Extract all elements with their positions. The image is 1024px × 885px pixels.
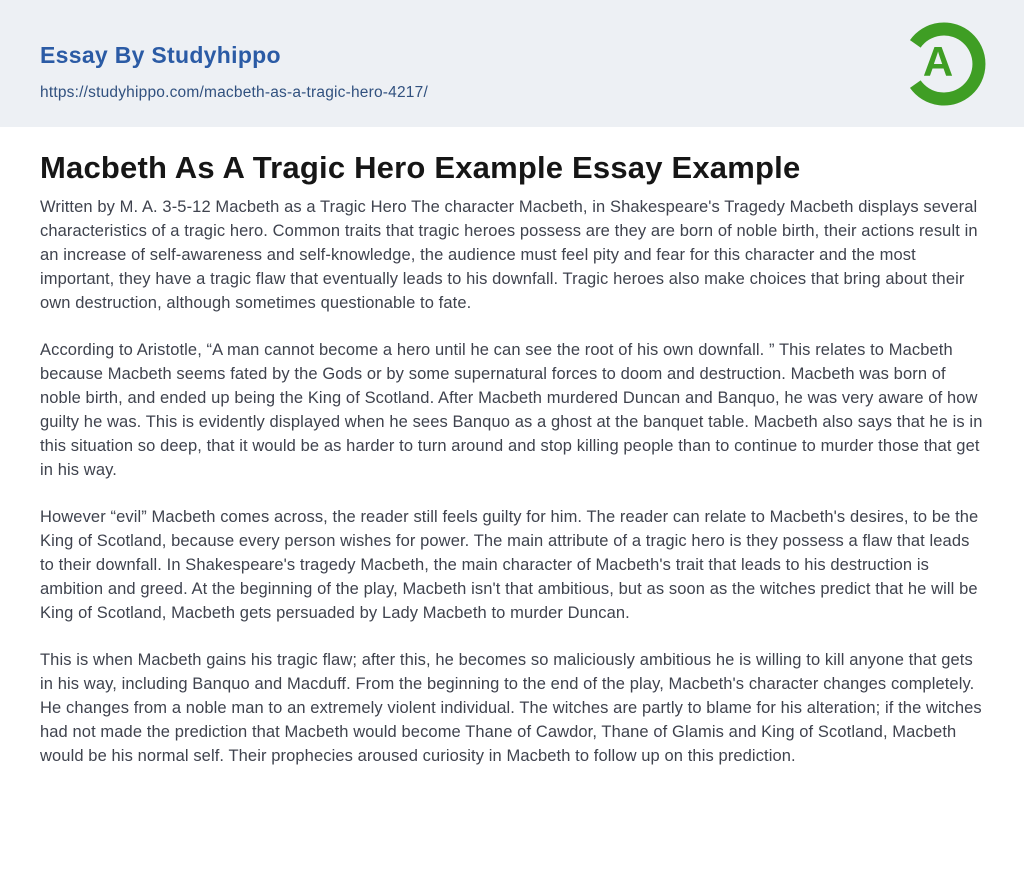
logo-letter: A	[922, 38, 954, 85]
essay-article	[0, 127, 1024, 768]
essay-paragraph: According to Aristotle, “A man cannot become a hero until he can see the root of his own downfall. ” This relates to Macbeth because Macbeth seems fated by the Gods or by some supernatural forces to doom and destruction. Macbeth was born of noble birth, and ended up being the King of Scotland. After Macbeth murdered Duncan and Banquo, he was very aware of how guilty he was. This is evidently displayed when he sees Banquo as a ghost at the banquet table. Macbeth also says that he is in this situation so deep, that it would be as harder to turn around and stop killing people than to continue to murder those that get in his way.	[40, 341, 983, 479]
header	[0, 0, 1024, 127]
brand-title: Essay By Studyhippo	[40, 42, 281, 68]
essay-paragraph: Written by M. A. 3-5-12 Macbeth as a Tragic Hero The character Macbeth, in Shakespeare's Tragedy Macbeth displays several characteristics of a tragic hero. Common traits that tragic heroes possess are they are born of noble birth, their actions result in an increase of self-awareness and self-knowledge, the audience must feel pity and fear for this character and the most important, they have a tragic flaw that eventually leads to his downfall. Tragic heroes also make choices that bring about their own destruction, although sometimes questionable to fate.	[40, 198, 978, 312]
essay-content	[40, 195, 984, 768]
essay-paragraph: This is when Macbeth gains his tragic flaw; after this, he becomes so maliciously ambitious he is willing to kill anyone that gets in his way, including Banquo and Macduff. From the beginning to the end of the play, Macbeth's character changes completely. He changes from a noble man to an extremely violent individual. The witches are partly to blame for his alteration; if the witches had not made the prediction that Macbeth would become Thane of Cawdor, Thane of Glamis and King of Scotland, Macbeth would be his normal self. Their prophecies aroused curiosity in Macbeth to follow up on this prediction.	[40, 651, 982, 765]
essay-paragraph: However “evil” Macbeth comes across, the reader still feels guilty for him. The reader can relate to Macbeth's desires, to be the King of Scotland, because every person wishes for power. The main attribute of a tragic hero is they possess a flaw that leads to their downfall. In Shakespeare's tragedy Macbeth, the main character of Macbeth's trait that leads to his destruction is ambition and greed. At the beginning of the play, Macbeth isn't that ambitious, but as soon as the witches predict that he will be King of Scotland, Macbeth gets persuaded by Lady Macbeth to murder Duncan.	[40, 508, 979, 622]
studyhippo-logo-icon	[890, 16, 986, 112]
site-url-link[interactable]: https://studyhippo.com/macbeth-as-a-tragic-hero-4217/	[40, 84, 428, 101]
article-title: Macbeth As A Tragic Hero Example Essay Example	[40, 150, 801, 185]
